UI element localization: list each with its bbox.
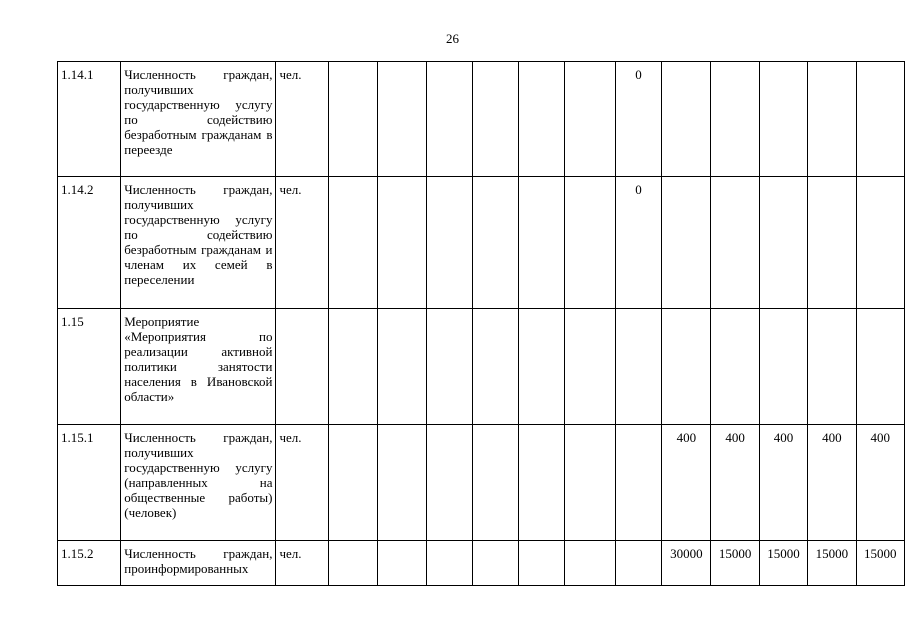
unit-cell: чел. [276, 177, 328, 309]
value-cell [426, 425, 472, 541]
value-cell [564, 425, 615, 541]
unit-cell [276, 309, 328, 425]
value-cell [472, 309, 518, 425]
value-cell [564, 177, 615, 309]
unit-cell: чел. [276, 62, 328, 177]
value-cell [759, 177, 807, 309]
table-row [58, 177, 905, 309]
value-cell [662, 177, 711, 309]
row-code-cell: 1.15 [58, 309, 121, 425]
row-code-cell: 1.15.2 [58, 541, 121, 586]
value-cell [662, 309, 711, 425]
value-cell: 400 [856, 425, 904, 541]
value-cell [518, 541, 564, 586]
value-cell: 15000 [711, 541, 759, 586]
value-cell: 400 [711, 425, 759, 541]
indicator-name-cell: Численность граждан, получивших государственную услугу по содействию безработным гражданам в переезде [121, 62, 276, 177]
value-cell [472, 425, 518, 541]
value-cell [808, 309, 856, 425]
value-cell: 400 [759, 425, 807, 541]
value-cell [377, 62, 426, 177]
row-code-cell: 1.14.1 [58, 62, 121, 177]
unit-cell: чел. [276, 425, 328, 541]
row-code-cell: 1.14.2 [58, 177, 121, 309]
value-cell [564, 541, 615, 586]
value-cell [564, 309, 615, 425]
unit-cell: чел. [276, 541, 328, 586]
value-cell [426, 177, 472, 309]
value-cell: 0 [615, 177, 662, 309]
value-cell [472, 541, 518, 586]
value-cell: 15000 [808, 541, 856, 586]
value-cell [759, 309, 807, 425]
value-cell [472, 177, 518, 309]
indicator-name-cell: Численность граждан, получивших государственную услугу по содействию безработным гражданам и членам их семей в переселении [121, 177, 276, 309]
value-cell [711, 62, 759, 177]
value-cell [328, 62, 377, 177]
value-cell: 15000 [856, 541, 904, 586]
value-cell [564, 62, 615, 177]
value-cell [518, 309, 564, 425]
value-cell [808, 177, 856, 309]
value-cell [426, 309, 472, 425]
value-cell [711, 309, 759, 425]
value-cell [377, 309, 426, 425]
value-cell: 30000 [662, 541, 711, 586]
page-number: 26 [446, 31, 459, 46]
value-cell [328, 541, 377, 586]
value-cell [662, 62, 711, 177]
value-cell: 400 [808, 425, 856, 541]
indicator-name-cell: Численность граждан, проинформированных [121, 541, 276, 586]
value-cell [426, 541, 472, 586]
value-cell [856, 309, 904, 425]
table-row [58, 425, 905, 541]
value-cell [377, 425, 426, 541]
value-cell: 400 [662, 425, 711, 541]
value-cell [472, 62, 518, 177]
value-cell [328, 177, 377, 309]
value-cell: 15000 [759, 541, 807, 586]
row-code-cell: 1.15.1 [58, 425, 121, 541]
value-cell [808, 62, 856, 177]
value-cell [711, 177, 759, 309]
value-cell [856, 177, 904, 309]
value-cell [518, 62, 564, 177]
indicator-name-cell: Численность граждан, получивших государственную услугу (направленных на общественные работы) (человек) [121, 425, 276, 541]
indicator-name-cell: Мероприятие «Мероприятия по реализации активной политики занятости населения в Ивановской области» [121, 309, 276, 425]
indicators-table [57, 61, 905, 586]
value-cell [759, 62, 807, 177]
value-cell: 0 [615, 62, 662, 177]
value-cell [856, 62, 904, 177]
table-row [58, 62, 905, 177]
value-cell [328, 425, 377, 541]
value-cell [377, 177, 426, 309]
table-row [58, 309, 905, 425]
value-cell [377, 541, 426, 586]
value-cell [328, 309, 377, 425]
value-cell [518, 177, 564, 309]
table-row [58, 541, 905, 586]
value-cell [615, 309, 662, 425]
value-cell [518, 425, 564, 541]
value-cell [426, 62, 472, 177]
value-cell [615, 425, 662, 541]
value-cell [615, 541, 662, 586]
